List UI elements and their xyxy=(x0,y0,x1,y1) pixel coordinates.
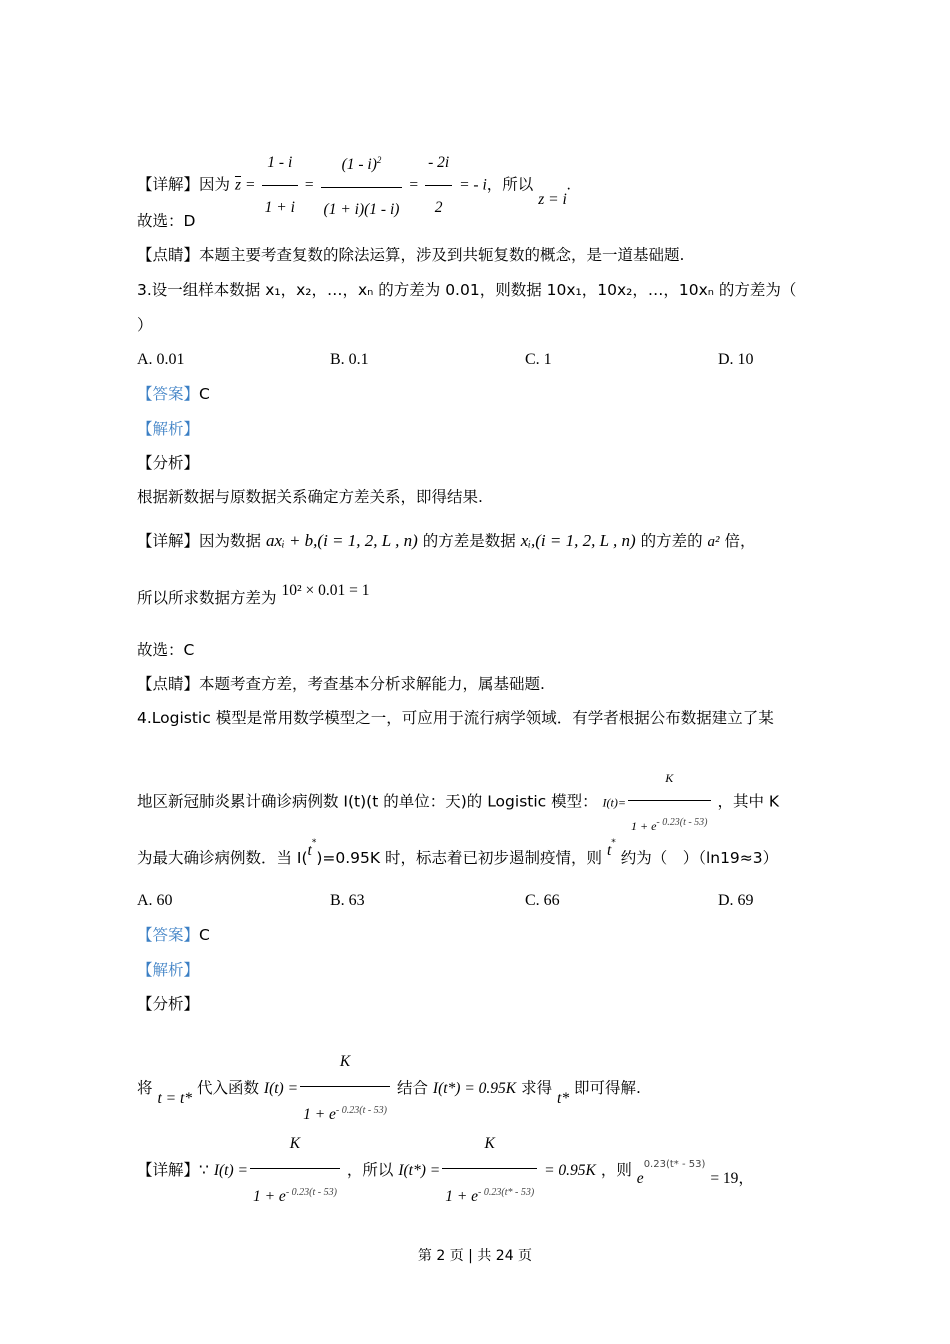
fraction-3: $\frac{- 2i}{2}$ xyxy=(425,143,452,228)
q3-option-a: A. 0.01 xyxy=(137,351,185,368)
q4-stem-line3: 为最大确诊病例数．当 I(t*)=0.95K 时，标志着已初步遏制疫情，则 t* 约为（ ）（ln19≈3） xyxy=(137,838,779,868)
expr-a2: a² xyxy=(707,534,720,550)
fraction-2: $\frac{(1 - i)^2}{(1 + i)(1 - i)}$ xyxy=(321,140,403,230)
q4-option-d: D. 69 xyxy=(718,892,754,909)
page-footer: 第 2 页 | 共 24 页 xyxy=(417,1248,533,1264)
expr-variance: 10² × 0.01 = 1 xyxy=(281,582,370,599)
q3-detail: 【详解】因为数据 axᵢ + b,(i = 1, 2, L , n) 的方差是数据 xᵢ,(i = 1, 2, L , n) 的方差的 a² 倍， xyxy=(137,531,756,550)
z-conjugate: $\overline{z}$ xyxy=(234,176,242,194)
q4-detail: 【详解】∵ I(t) = $\frac{K}{1 + e^{- 0.23(t - 53)}}$ ，所以 I(t*) = $\frac{K}{1 + e^{- 0.23(t* - 53)}}$ = 0.95K ，则 $e^{0.23(t* - 53)} = 19$， xyxy=(137,1122,754,1219)
q3-choice: 故选：C xyxy=(137,641,195,659)
q3-fenxi-label: 【分析】 xyxy=(137,454,200,472)
q4-option-a: A. 60 xyxy=(137,892,173,909)
q4-analysis-label: 【解析】 xyxy=(137,961,200,979)
q3-answer: 【答案】C xyxy=(137,385,210,403)
eq-tail: = - i xyxy=(459,176,487,194)
logistic-model-fraction: $\frac{K}{1 + e^{- 0.23(t - 53)}}$ xyxy=(628,758,711,846)
q3-stem-close: ） xyxy=(137,316,153,334)
q2-detail-line: 【详解】因为 $\overline{z}$ = $\frac{1 - i}{1 + i}$ = $\frac{(1 - i)^2}{(1 + i)(1 - i)}$ = $\frac{- 2i}{2}$ = - i，所以 z = i. xyxy=(137,140,571,230)
detail-fraction-1: $\frac{K}{1 + e^{- 0.23(t - 53)}}$ xyxy=(250,1122,340,1219)
q3-option-c: C. 1 xyxy=(525,351,552,368)
comment-label: 【点睛】 xyxy=(137,246,200,264)
q4-option-b: B. 63 xyxy=(330,892,365,909)
detail-intro: 因为 xyxy=(199,175,231,194)
q3-fenxi: 根据新数据与原数据关系确定方差关系，即得结果. xyxy=(137,488,483,506)
q3-option-d: D. 10 xyxy=(718,351,754,368)
detail-fraction-2: $\frac{K}{1 + e^{- 0.23(t* - 53)}}$ xyxy=(442,1122,537,1219)
q3-option-b: B. 0.1 xyxy=(330,351,369,368)
so-text: ，所以 xyxy=(486,175,534,194)
q3-stem: 3.设一组样本数据 x₁，x₂，…，xₙ 的方差为 0.01，则数据 10x₁，10x₂，…，10xₙ 的方差为（ xyxy=(137,281,797,299)
expr-axb: axᵢ + b,(i = 1, 2, L , n) xyxy=(265,531,418,550)
q3-detail2: 所以所求数据方差为 10² × 0.01 = 1 xyxy=(137,582,370,607)
detail-label: 【详解】 xyxy=(137,175,200,194)
fenxi-func-fraction: $\frac{K}{1 + e^{- 0.23(t - 53)}}$ xyxy=(300,1040,390,1137)
q4-fenxi-label: 【分析】 xyxy=(137,995,200,1013)
q4-fenxi: 将 t = t* 代入函数 I(t) = $\frac{K}{1 + e^{- 0.23(t - 53)}}$ 结合 I(t*) = 0.95K 求得 t* 即可得解. xyxy=(137,1040,641,1137)
q2-choice: 故选：D xyxy=(137,212,196,230)
q2-comment: 【点睛】本题主要考查复数的除法运算，涉及到共轭复数的概念，是一道基础题. xyxy=(137,246,685,264)
q4-stem-line1: 4.Logistic 模型是常用数学模型之一，可应用于流行病学领域．有学者根据公布数据建立了某 xyxy=(137,709,774,727)
expr-xi: xᵢ,(i = 1, 2, L , n) xyxy=(520,531,636,550)
result-expr: z = i xyxy=(538,190,567,208)
answer-label: 【答案】 xyxy=(137,385,200,403)
q3-comment: 【点睛】本题考查方差，考查基本分析求解能力，属基础题. xyxy=(137,675,545,693)
q4-stem-line2: 地区新冠肺炎累计确诊病例数 I(t)(t 的单位：天)的 Logistic 模型： I(t)= $\frac{K}{1 + e^{- 0.23(t - 53)}}$ ，其中 K xyxy=(137,758,779,846)
fraction-1: $\frac{1 - i}{1 + i}$ xyxy=(262,143,298,228)
q4-answer: 【答案】C xyxy=(137,926,210,944)
q4-option-c: C. 66 xyxy=(525,892,560,909)
q3-analysis-label: 【解析】 xyxy=(137,420,200,438)
